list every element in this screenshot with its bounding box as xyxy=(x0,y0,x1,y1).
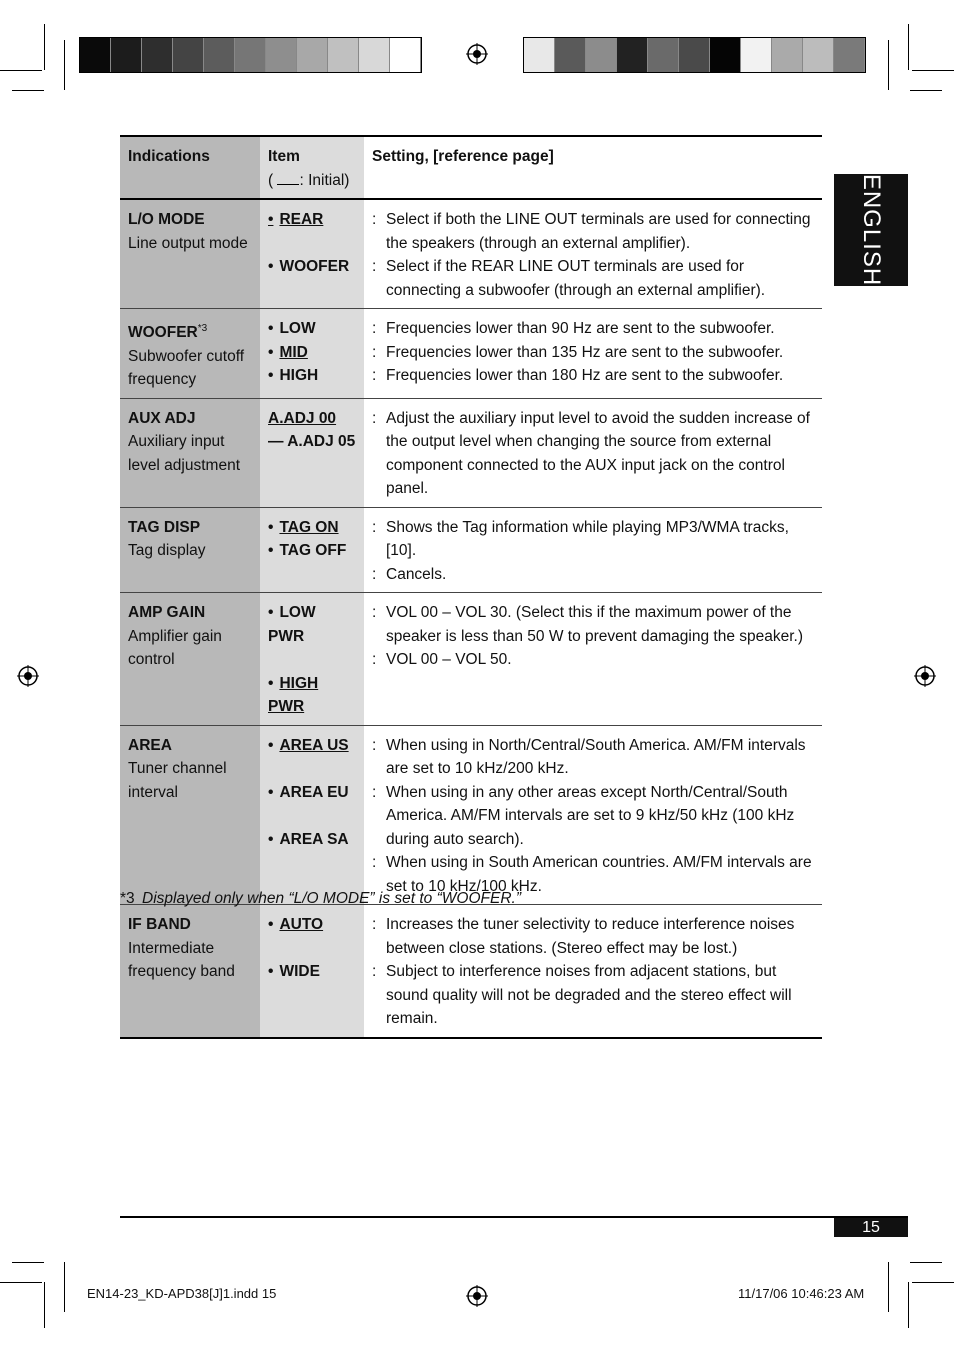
crop-mark xyxy=(0,1282,42,1283)
registration-mark-icon xyxy=(17,665,39,687)
item-cell xyxy=(260,507,364,593)
color-swatch xyxy=(834,38,865,72)
item-option: • HIGH PWR xyxy=(268,674,319,716)
item-option: • AUTO xyxy=(268,916,324,934)
item-option: • MID xyxy=(268,343,308,361)
crop-mark xyxy=(64,1262,65,1312)
color-calibration-bar-left xyxy=(79,37,422,73)
color-swatch xyxy=(235,38,266,72)
crop-mark xyxy=(12,90,44,91)
setting-cell xyxy=(364,199,822,309)
item-option: • WOOFER xyxy=(268,258,350,275)
footnote-mark: *3 xyxy=(120,890,135,907)
indication-subtitle: Tag display xyxy=(128,542,206,560)
setting-cell xyxy=(364,309,822,399)
header-indications: Indications xyxy=(120,136,260,199)
color-swatch xyxy=(111,38,142,72)
crop-mark xyxy=(64,40,65,90)
table-row xyxy=(120,593,822,726)
crop-mark xyxy=(12,1262,44,1263)
setting-line: : Select if both the LINE OUT terminals are used for connecting the speakers (through an external amplifier). xyxy=(372,211,811,252)
color-swatch xyxy=(586,38,617,72)
crop-mark xyxy=(44,1282,45,1328)
item-option: — A.ADJ 05 xyxy=(268,433,356,451)
setting-line: : Frequencies lower than 90 Hz are sent to the subwoofer. xyxy=(372,320,775,337)
color-swatch xyxy=(266,38,297,72)
color-swatch xyxy=(328,38,359,72)
header-item xyxy=(260,136,364,199)
table-row xyxy=(120,398,822,507)
setting-cell xyxy=(364,725,822,905)
color-swatch xyxy=(772,38,803,72)
footnote xyxy=(120,890,521,908)
setting-line: : VOL 00 – VOL 30. (Select this if the maximum power of the speaker is less than 50 W to prevent damaging the speaker.) xyxy=(372,604,804,645)
indication-subtitle: Subwoofer cutoff frequency xyxy=(128,347,245,389)
item-cell xyxy=(260,725,364,905)
indication-title: IF BAND xyxy=(128,916,191,934)
setting-cell xyxy=(364,905,822,1038)
item-cell xyxy=(260,199,364,309)
setting-line: : Subject to interference noises from adjacent stations, but sound quality will not be degraded and the stereo effect will remain. xyxy=(372,963,792,1028)
color-swatch xyxy=(204,38,235,72)
indication-cell xyxy=(120,398,260,507)
item-cell xyxy=(260,905,364,1038)
color-swatch xyxy=(679,38,710,72)
language-tab-label: ENGLISH xyxy=(858,173,885,287)
crop-mark xyxy=(888,40,889,90)
item-option: • TAG ON xyxy=(268,518,339,536)
item-option: • HIGH xyxy=(268,367,319,384)
table-row xyxy=(120,507,822,593)
item-cell xyxy=(260,309,364,399)
table-header-row xyxy=(120,136,822,199)
language-tab xyxy=(834,174,908,286)
crop-mark xyxy=(912,70,954,71)
item-option: • AREA US xyxy=(268,736,349,754)
indication-cell xyxy=(120,199,260,309)
table-row xyxy=(120,905,822,1038)
indication-cell xyxy=(120,593,260,726)
crop-mark xyxy=(44,24,45,70)
indication-cell xyxy=(120,507,260,593)
item-option: • TAG OFF xyxy=(268,542,347,560)
indication-cell xyxy=(120,725,260,905)
indication-subtitle: Amplifier gain control xyxy=(128,627,222,669)
crop-mark xyxy=(908,24,909,70)
color-swatch xyxy=(142,38,173,72)
setting-cell xyxy=(364,398,822,507)
color-swatch xyxy=(710,38,741,72)
registration-mark-icon xyxy=(466,1285,488,1307)
registration-mark-icon xyxy=(466,43,488,65)
color-swatch xyxy=(617,38,648,72)
table-row xyxy=(120,199,822,309)
setting-line: : Frequencies lower than 135 Hz are sent to the subwoofer. xyxy=(372,343,784,361)
crop-mark xyxy=(908,1282,909,1328)
color-swatch xyxy=(297,38,328,72)
indication-title: WOOFER$^{*3}$ xyxy=(128,323,208,342)
item-option: • REAR xyxy=(268,211,324,228)
table-row xyxy=(120,309,822,399)
page-number: 15 xyxy=(834,1218,908,1237)
setting-line: : Adjust the auxiliary input level to avoid the sudden increase of the output level when changing the source from external component connected to the AUX input jack on the control panel. xyxy=(372,409,810,498)
setting-line: : When using in any other areas except North/Central/South America. AM/FM intervals are set to 9 kHz/50 kHz (100 kHz during auto search). xyxy=(372,783,795,848)
color-swatch xyxy=(648,38,679,72)
color-swatch xyxy=(390,38,421,72)
header-item-note: ( : Initial) xyxy=(268,171,350,189)
footnote-text: Displayed only when “L/O MODE” is set to “WOOFER.” xyxy=(142,890,521,907)
item-option: • WIDE xyxy=(268,963,320,981)
indication-subtitle: Tuner channel interval xyxy=(128,760,227,801)
crop-mark xyxy=(912,1282,954,1283)
slug-filename: EN14-23_KD-APD38[J]1.indd 15 xyxy=(87,1286,277,1301)
crop-mark xyxy=(888,1262,889,1312)
color-swatch xyxy=(524,38,555,72)
item-cell xyxy=(260,593,364,726)
setting-line: : VOL 00 – VOL 50. xyxy=(372,651,512,669)
header-setting: Setting, [reference page] xyxy=(364,136,822,199)
color-swatch xyxy=(173,38,204,72)
indication-subtitle: Line output mode xyxy=(128,234,248,252)
color-swatch xyxy=(741,38,772,72)
registration-mark-icon xyxy=(914,665,936,687)
crop-mark xyxy=(910,1262,942,1263)
color-swatch xyxy=(555,38,586,72)
setting-cell xyxy=(364,507,822,593)
color-calibration-bar-right xyxy=(523,37,866,73)
indication-title: TAG DISP xyxy=(128,518,201,536)
item-option: • AREA EU xyxy=(268,783,349,801)
indication-subtitle: Auxiliary input level adjustment xyxy=(128,433,241,474)
header-item-label: Item xyxy=(268,148,300,165)
color-swatch xyxy=(803,38,834,72)
color-swatch xyxy=(359,38,390,72)
setting-line: : Frequencies lower than 180 Hz are sent to the subwoofer. xyxy=(372,367,784,384)
setting-line: : Select if the REAR LINE OUT terminals are used for connecting a subwoofer (through an external amplifier). xyxy=(372,258,766,299)
item-option: • LOW PWR xyxy=(268,604,316,645)
indication-title: AUX ADJ xyxy=(128,409,196,427)
setting-line: : Cancels. xyxy=(372,565,447,583)
indication-subtitle: Intermediate frequency band xyxy=(128,939,235,981)
crop-mark xyxy=(910,90,942,91)
item-cell xyxy=(260,398,364,507)
setting-cell xyxy=(364,593,822,726)
slug-datetime: 11/17/06 10:46:23 AM xyxy=(738,1286,865,1301)
setting-line: : Increases the tuner selectivity to reduce interference noises between close stations. (Stereo effect may be lost.) xyxy=(372,916,795,957)
setting-line: : When using in North/Central/South America. AM/FM intervals are set to 10 kHz/200 kHz. xyxy=(372,736,806,778)
indication-title: L/O MODE xyxy=(128,211,205,228)
indication-cell xyxy=(120,309,260,399)
color-swatch xyxy=(80,38,111,72)
indication-title: AREA xyxy=(128,736,172,754)
item-option: A.ADJ 00 xyxy=(268,409,337,427)
underline-marker xyxy=(277,170,299,185)
setting-line: : Shows the Tag information while playing MP3/WMA tracks, [10]. xyxy=(372,518,789,560)
indication-title: AMP GAIN xyxy=(128,604,206,622)
item-option: • AREA SA xyxy=(268,830,349,848)
item-option: • LOW xyxy=(268,320,316,337)
indication-cell xyxy=(120,905,260,1038)
footer-rule xyxy=(120,1216,908,1218)
setting-line: : When using in South American countries. AM/FM intervals are set to 10 kHz/100 kHz. xyxy=(372,854,812,895)
table-row xyxy=(120,725,822,905)
crop-mark xyxy=(0,70,42,71)
